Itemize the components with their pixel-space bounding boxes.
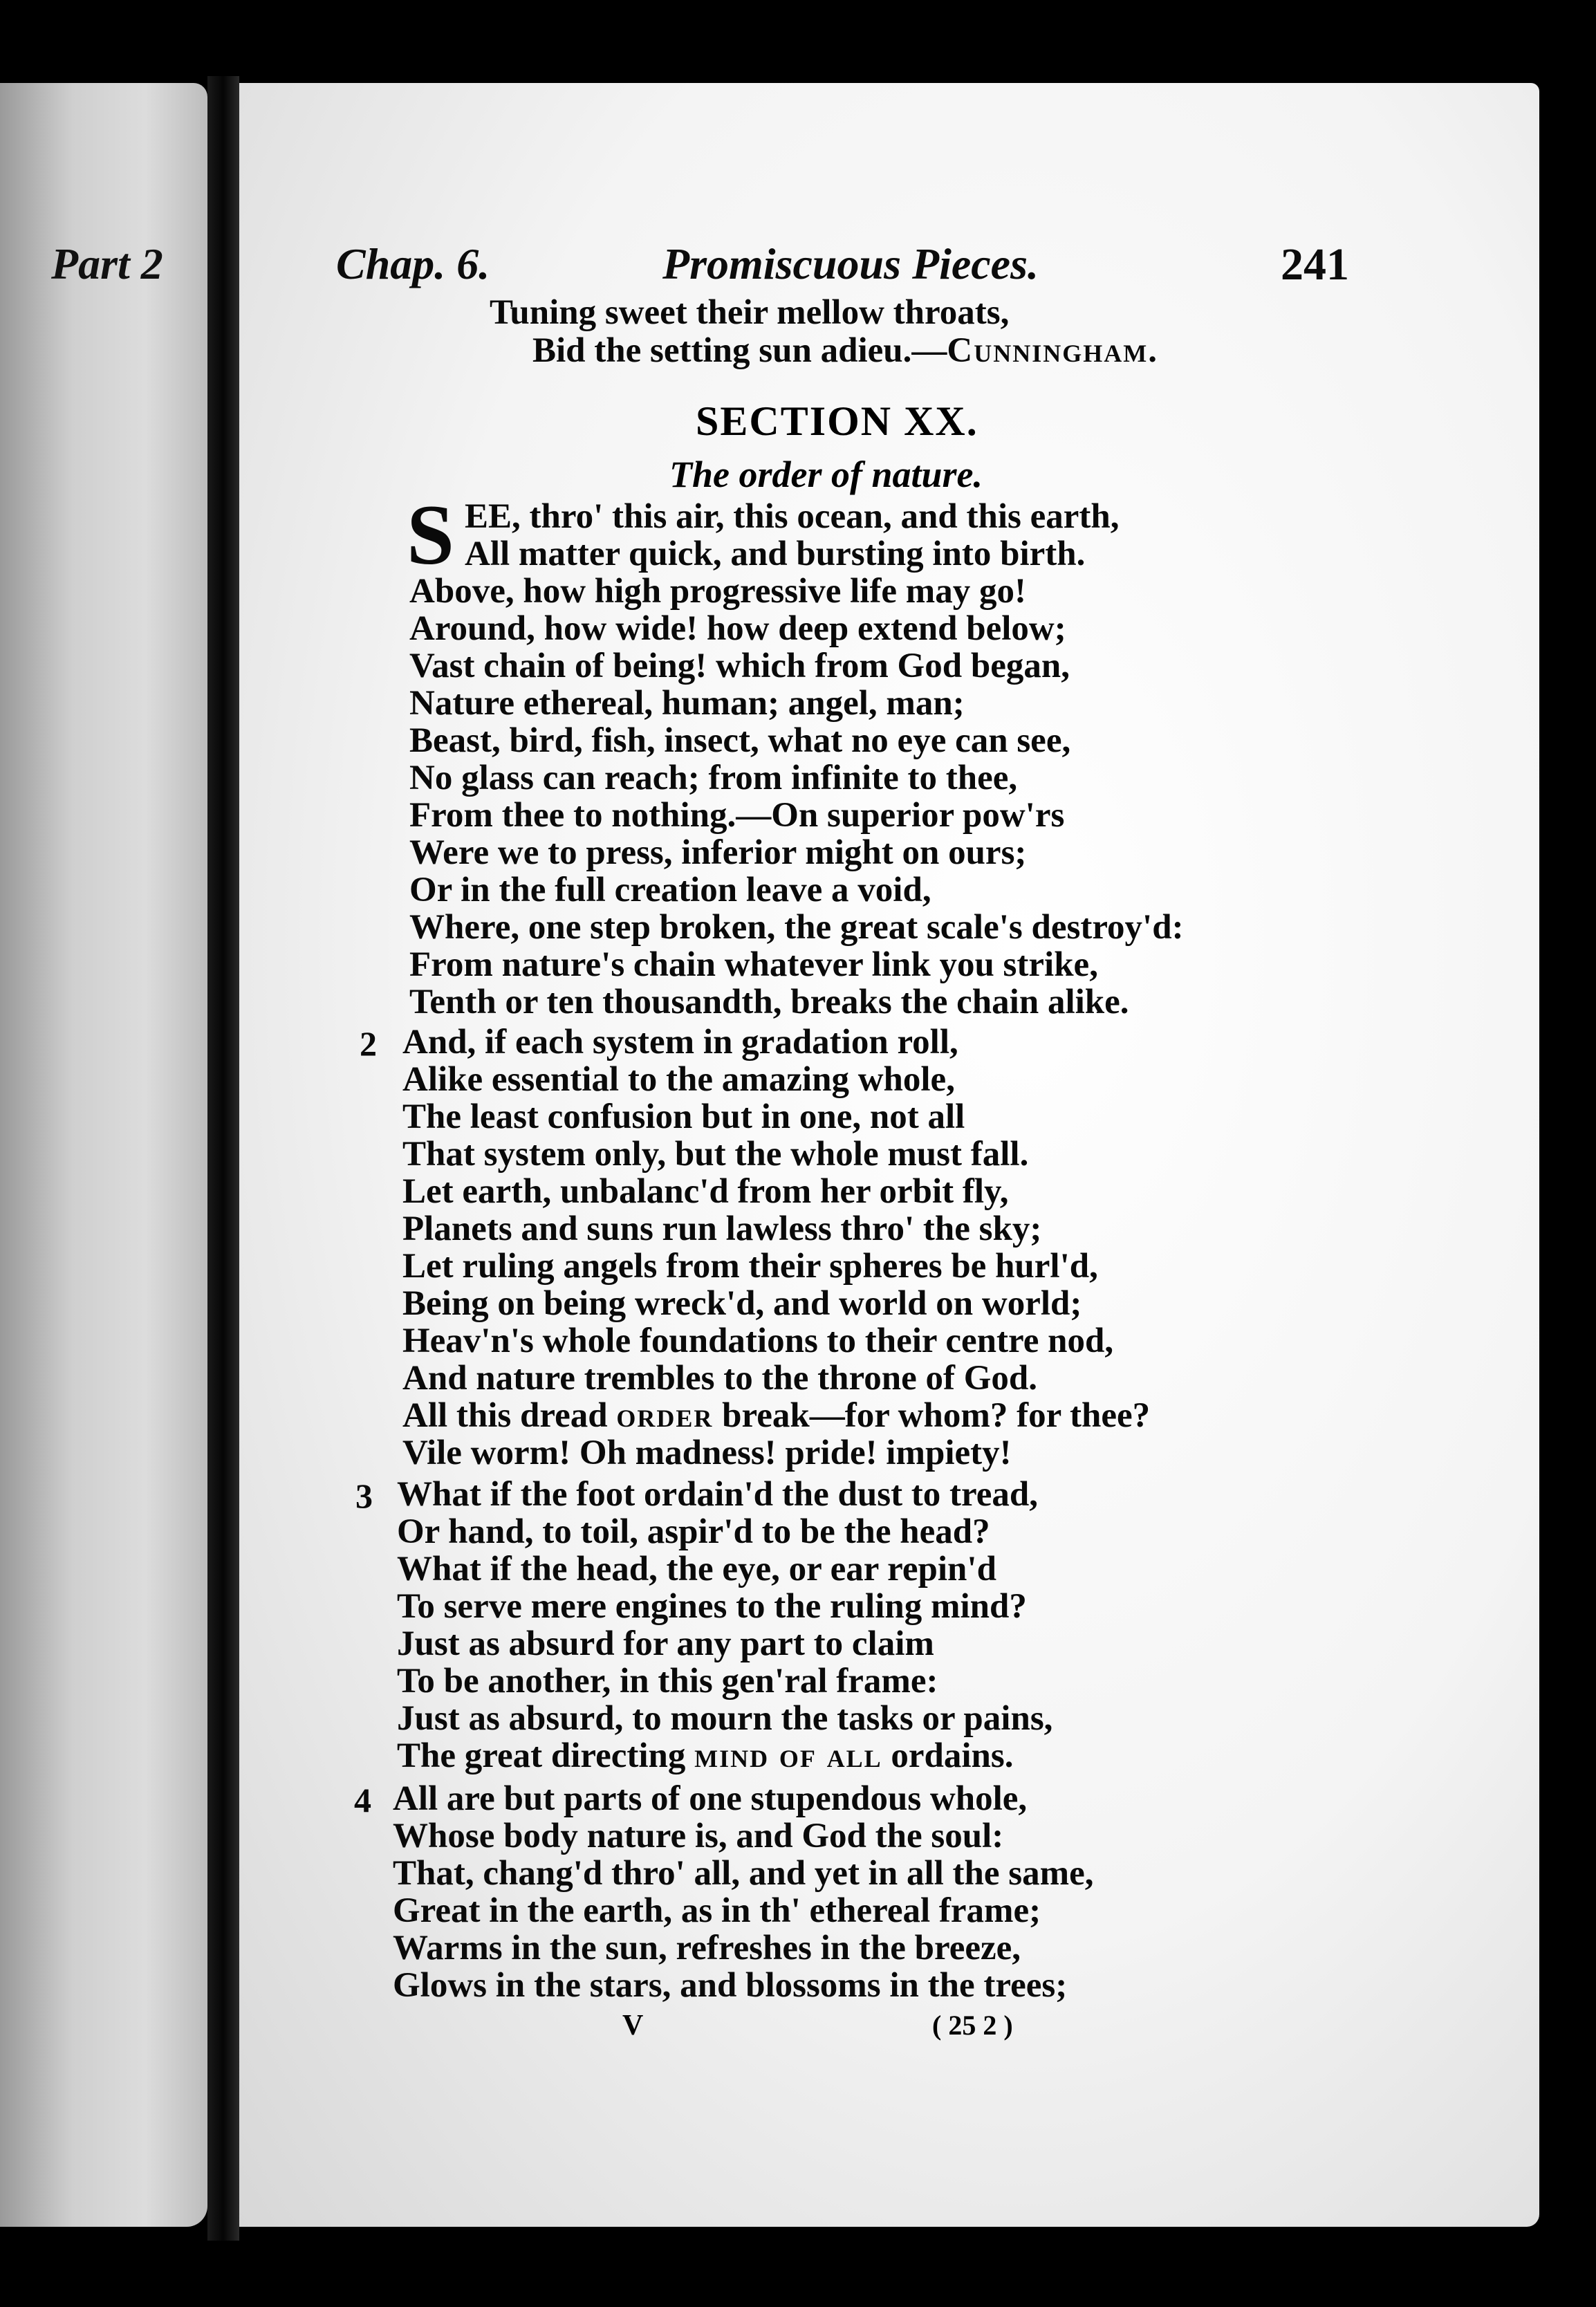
poem-line: Or hand, to toil, aspir'd to be the head? [397, 1512, 990, 1551]
chapter-label: Chap. 6. [336, 239, 490, 288]
poem-line: Above, how high progressive life may go! [409, 572, 1027, 611]
poem-line-text: All this dread [402, 1396, 617, 1435]
poem-line: Heav'n's whole foundations to their centre nod, [402, 1322, 1114, 1360]
stanza-number: 2 [360, 1024, 377, 1063]
poem-line: That system only, but the whole must fall. [402, 1135, 1029, 1174]
poem-line: Just as absurd, to mourn the tasks or pains, [397, 1699, 1053, 1738]
poem-line: To serve mere engines to the ruling mind? [397, 1587, 1027, 1626]
section-heading: SECTION XX. [696, 398, 978, 444]
poem-line: Whose body nature is, and God the soul: [393, 1817, 1004, 1855]
poem-line: No glass can reach; from infinite to thee, [409, 759, 1018, 797]
poem-line: The least confusion but in one, not all [402, 1097, 965, 1136]
poem-line: Being on being wreck'd, and world on world; [402, 1284, 1082, 1323]
poem-line: All are but parts of one stupendous whole, [393, 1779, 1028, 1818]
poem-line: Around, how wide! how deep extend below; [409, 609, 1066, 648]
small-caps-phrase: mind of all [694, 1736, 882, 1775]
book-gutter [207, 76, 239, 2241]
poem-line: That, chang'd thro' all, and yet in all the same, [393, 1854, 1094, 1893]
drop-cap: S [407, 488, 454, 582]
poem-line-text: The great directing [397, 1736, 695, 1775]
previous-poem-line [532, 332, 1158, 369]
poem-line: Warms in the sun, refreshes in the breeze, [393, 1929, 1021, 1967]
poem-line: What if the head, the eye, or ear repin'd [397, 1550, 996, 1588]
poem-line [397, 1737, 1014, 1775]
previous-poem-line-text: Bid the setting sun adieu.— [532, 331, 947, 370]
page-number: 241 [1281, 239, 1349, 290]
poem-line: From nature's chain whatever link you strike, [409, 945, 1098, 984]
poem-line-text: break—for whom? for thee? [713, 1396, 1151, 1435]
running-title: Promiscuous Pieces. [662, 239, 1039, 288]
poem-line: Alike essential to the amazing whole, [402, 1060, 955, 1099]
left-page-edge [0, 83, 207, 2227]
poem-line: EE, thro' this air, this ocean, and this earth, [465, 497, 1120, 536]
page-reference: ( 25 2 ) [932, 2010, 1013, 2041]
poem-line: Nature ethereal, human; angel, man; [409, 684, 965, 723]
poem-line: And nature trembles to the throne of God. [402, 1359, 1037, 1398]
poem-line: Beast, bird, fish, insect, what no eye can see, [409, 721, 1071, 760]
poem-line: Glows in the stars, and blossoms in the trees; [393, 1966, 1068, 2005]
poem-line [402, 1397, 1150, 1434]
poem-line: To be another, in this gen'ral frame: [397, 1662, 938, 1701]
previous-poem-line: Tuning sweet their mellow throats, [490, 293, 1010, 332]
poem-line: What if the foot ordain'd the dust to tread, [397, 1475, 1038, 1514]
poem-line: Vast chain of being! which from God began, [409, 647, 1070, 685]
poem-line: Planets and suns run lawless thro' the sky; [402, 1210, 1042, 1248]
stanza-number: 4 [354, 1781, 371, 1819]
poem-line: Just as absurd for any part to claim [397, 1624, 934, 1663]
poem-line: Or in the full creation leave a void, [409, 871, 931, 909]
left-page-running-head: Part 2 [51, 239, 163, 288]
poem-line: Were we to press, inferior might on ours; [409, 833, 1027, 872]
poem-line: Let earth, unbalanc'd from her orbit fly, [402, 1172, 1009, 1211]
poem-line: Where, one step broken, the great scale's destroy'd: [409, 908, 1184, 947]
poem-line: Vile worm! Oh madness! pride! impiety! [402, 1434, 1012, 1472]
poem-line-text: ordains. [882, 1736, 1014, 1775]
signature-mark: V [622, 2010, 644, 2041]
poem-line: Let ruling angels from their spheres be hurl'd, [402, 1247, 1098, 1286]
previous-poem-author: Cunningham. [947, 331, 1158, 370]
poem-line: Tenth or ten thousandth, breaks the chain alike. [409, 983, 1129, 1021]
section-subtitle: The order of nature. [669, 454, 983, 495]
small-caps-word: order [616, 1396, 714, 1435]
poem-line: From thee to nothing.—On superior pow'rs [409, 796, 1065, 835]
poem-line: Great in the earth, as in th' ethereal frame; [393, 1891, 1041, 1930]
poem-line: And, if each system in gradation roll, [402, 1023, 958, 1062]
poem-line: All matter quick, and bursting into birth. [465, 535, 1086, 573]
stanza-number: 3 [355, 1476, 373, 1515]
